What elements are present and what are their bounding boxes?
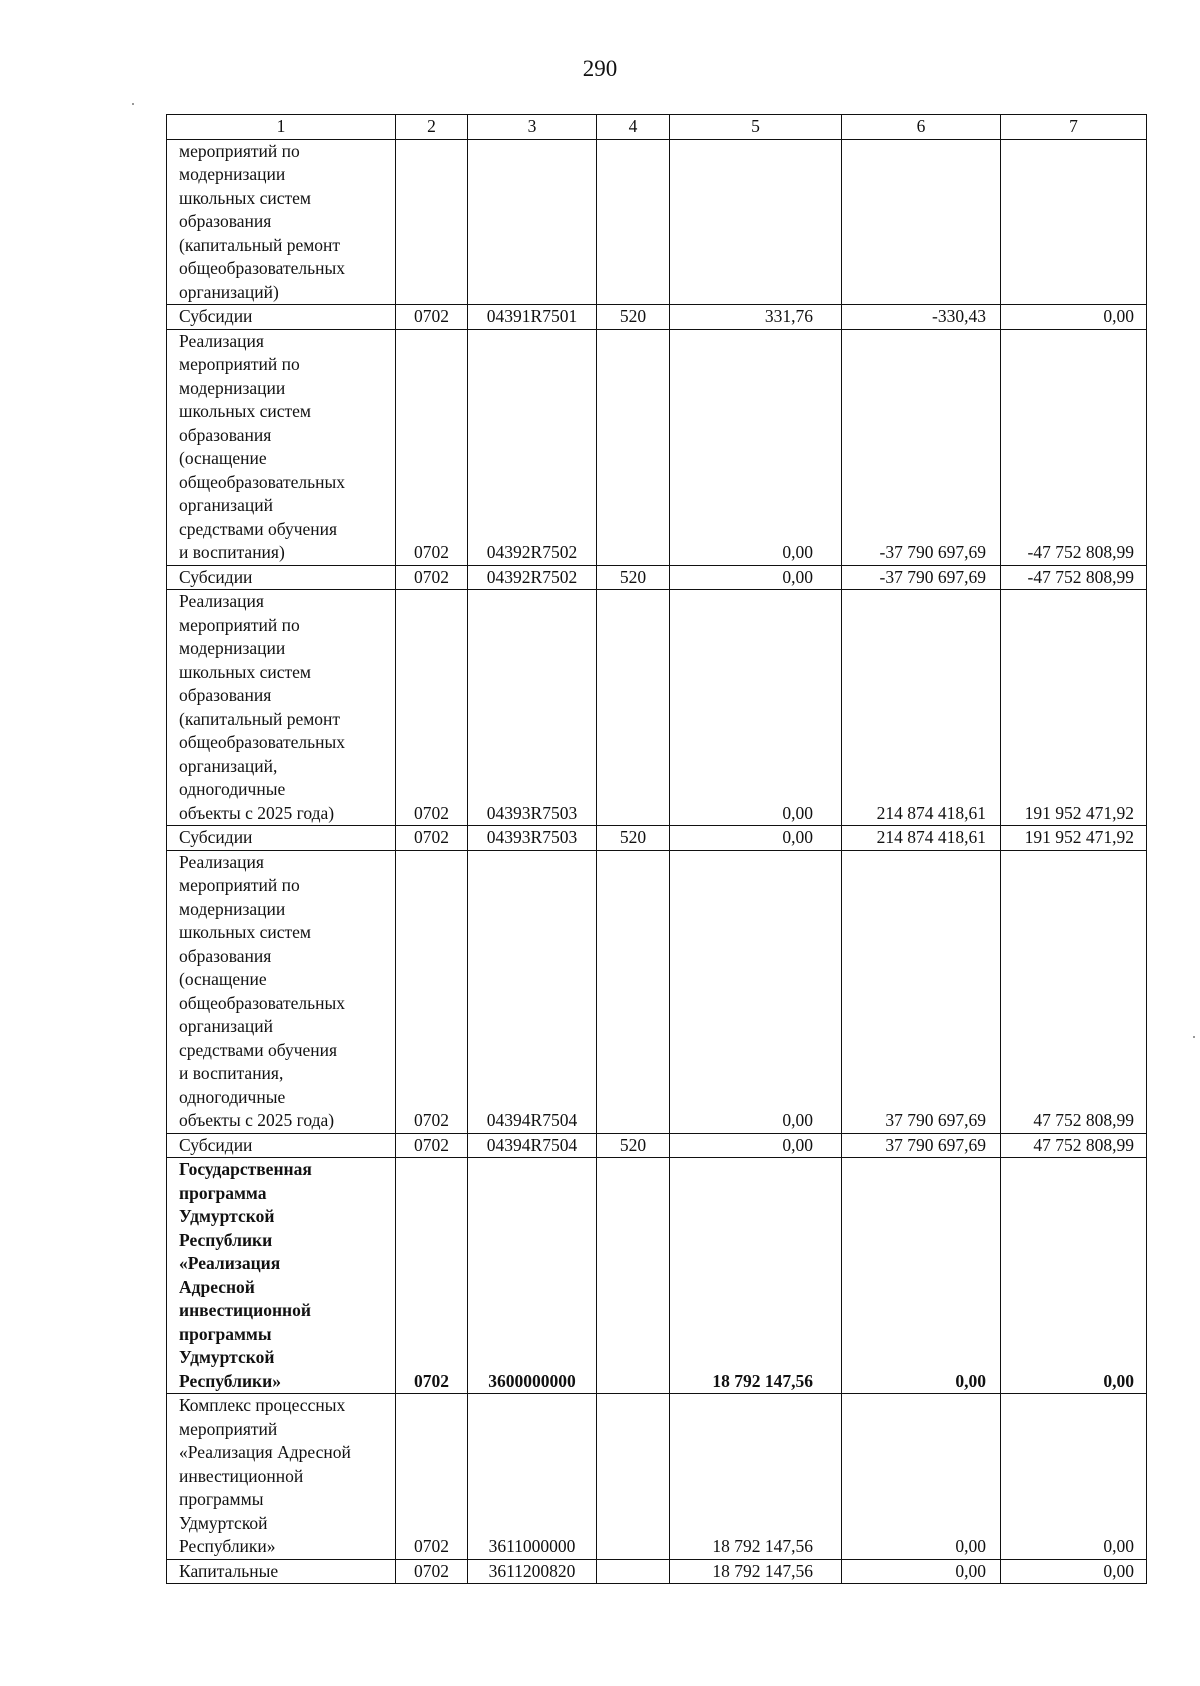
row-name-cell: Реализация мероприятий по модернизации школьных систем образования (оснащение общеобразовательных организаций средствами обучения и воспитания) [167,329,396,565]
header-cell: 7 [1001,115,1147,140]
row-name-cell: Комплекс процессных мероприятий «Реализация Адресной инвестиционной программы Удмуртской Республики» [167,1394,396,1560]
expense-type-cell: 520 [597,305,670,330]
amount-col6-cell [842,139,1001,305]
amount-col5-cell: 0,00 [670,850,842,1133]
amount-col7-cell: -47 752 808,99 [1001,565,1147,590]
header-cell: 6 [842,115,1001,140]
amount-col7-cell: 0,00 [1001,1394,1147,1560]
target-article-cell: 04393R7503 [468,590,597,826]
amount-col6-cell: -37 790 697,69 [842,565,1001,590]
amount-col5-cell: 331,76 [670,305,842,330]
target-article-cell: 04391R7501 [468,305,597,330]
amount-col5-cell: 18 792 147,56 [670,1394,842,1560]
amount-col5-cell: 18 792 147,56 [670,1158,842,1394]
amount-col5-cell: 18 792 147,56 [670,1559,842,1584]
amount-col6-cell: 0,00 [842,1158,1001,1394]
amount-col7-cell: 47 752 808,99 [1001,1133,1147,1158]
amount-col7-cell: 191 952 471,92 [1001,826,1147,851]
table-row [167,1133,1147,1158]
target-article-cell: 04392R7502 [468,565,597,590]
row-name-cell: Субсидии [167,1133,396,1158]
target-article-cell: 04392R7502 [468,329,597,565]
table-row [167,1158,1147,1394]
expense-type-cell [597,139,670,305]
section-code-cell: 0702 [396,826,468,851]
target-article-cell [468,139,597,305]
table-row [167,305,1147,330]
table-row [167,565,1147,590]
amount-col7-cell: 191 952 471,92 [1001,590,1147,826]
table-row [167,329,1147,565]
section-code-cell: 0702 [396,1158,468,1394]
table-row [167,1559,1147,1584]
amount-col7-cell: 0,00 [1001,1559,1147,1584]
target-article-cell: 04394R7504 [468,1133,597,1158]
expense-type-cell [597,590,670,826]
budget-table [166,114,1147,1584]
amount-col6-cell: 0,00 [842,1394,1001,1560]
row-name-cell: Капитальные [167,1559,396,1584]
expense-type-cell [597,1559,670,1584]
section-code-cell: 0702 [396,590,468,826]
row-name-cell: мероприятий по модернизации школьных систем образования (капитальный ремонт общеобразовательных организаций) [167,139,396,305]
amount-col7-cell: 47 752 808,99 [1001,850,1147,1133]
expense-type-cell [597,850,670,1133]
header-cell: 1 [167,115,396,140]
header-cell: 3 [468,115,597,140]
amount-col6-cell: -37 790 697,69 [842,329,1001,565]
section-code-cell: 0702 [396,1559,468,1584]
amount-col6-cell: 0,00 [842,1559,1001,1584]
table-body [167,115,1147,1584]
amount-col7-cell [1001,139,1147,305]
expense-type-cell [597,329,670,565]
row-name-cell: Реализация мероприятий по модернизации школьных систем образования (оснащение общеобразовательных организаций средствами обучения и воспитания, одногодичные объекты с 2025 года) [167,850,396,1133]
target-article-cell: 04394R7504 [468,850,597,1133]
section-code-cell: 0702 [396,1394,468,1560]
row-name-cell: Субсидии [167,305,396,330]
header-row [167,115,1147,140]
row-name-cell: Субсидии [167,826,396,851]
amount-col6-cell: 214 874 418,61 [842,590,1001,826]
row-name-cell: Реализация мероприятий по модернизации школьных систем образования (капитальный ремонт общеобразовательных организаций, одногодичные объекты с 2025 года) [167,590,396,826]
row-name-cell: Государственная программа Удмуртской Республики «Реализация Адресной инвестиционной программы Удмуртской Республики» [167,1158,396,1394]
amount-col7-cell: -47 752 808,99 [1001,329,1147,565]
amount-col5-cell [670,139,842,305]
header-cell: 4 [597,115,670,140]
section-code-cell: 0702 [396,1133,468,1158]
header-cell: 5 [670,115,842,140]
section-code-cell: 0702 [396,329,468,565]
amount-col6-cell: 37 790 697,69 [842,850,1001,1133]
amount-col5-cell: 0,00 [670,1133,842,1158]
target-article-cell: 04393R7503 [468,826,597,851]
table-row [167,1394,1147,1560]
amount-col7-cell: 0,00 [1001,305,1147,330]
scan-speck [132,103,134,105]
header-cell: 2 [396,115,468,140]
amount-col5-cell: 0,00 [670,590,842,826]
amount-col5-cell: 0,00 [670,565,842,590]
amount-col7-cell: 0,00 [1001,1158,1147,1394]
amount-col6-cell: 37 790 697,69 [842,1133,1001,1158]
amount-col6-cell: -330,43 [842,305,1001,330]
section-code-cell [396,139,468,305]
table-row [167,826,1147,851]
table-row [167,590,1147,826]
page-number: 290 [582,56,618,81]
expense-type-cell [597,1158,670,1394]
table-row [167,139,1147,305]
target-article-cell: 3611000000 [468,1394,597,1560]
section-code-cell: 0702 [396,565,468,590]
target-article-cell: 3600000000 [468,1158,597,1394]
scan-speck [1193,1036,1195,1038]
amount-col5-cell: 0,00 [670,329,842,565]
section-code-cell: 0702 [396,305,468,330]
expense-type-cell: 520 [597,826,670,851]
expense-type-cell [597,1394,670,1560]
row-name-cell: Субсидии [167,565,396,590]
amount-col6-cell: 214 874 418,61 [842,826,1001,851]
section-code-cell: 0702 [396,850,468,1133]
expense-type-cell: 520 [597,1133,670,1158]
target-article-cell: 3611200820 [468,1559,597,1584]
amount-col5-cell: 0,00 [670,826,842,851]
table-row [167,850,1147,1133]
expense-type-cell: 520 [597,565,670,590]
